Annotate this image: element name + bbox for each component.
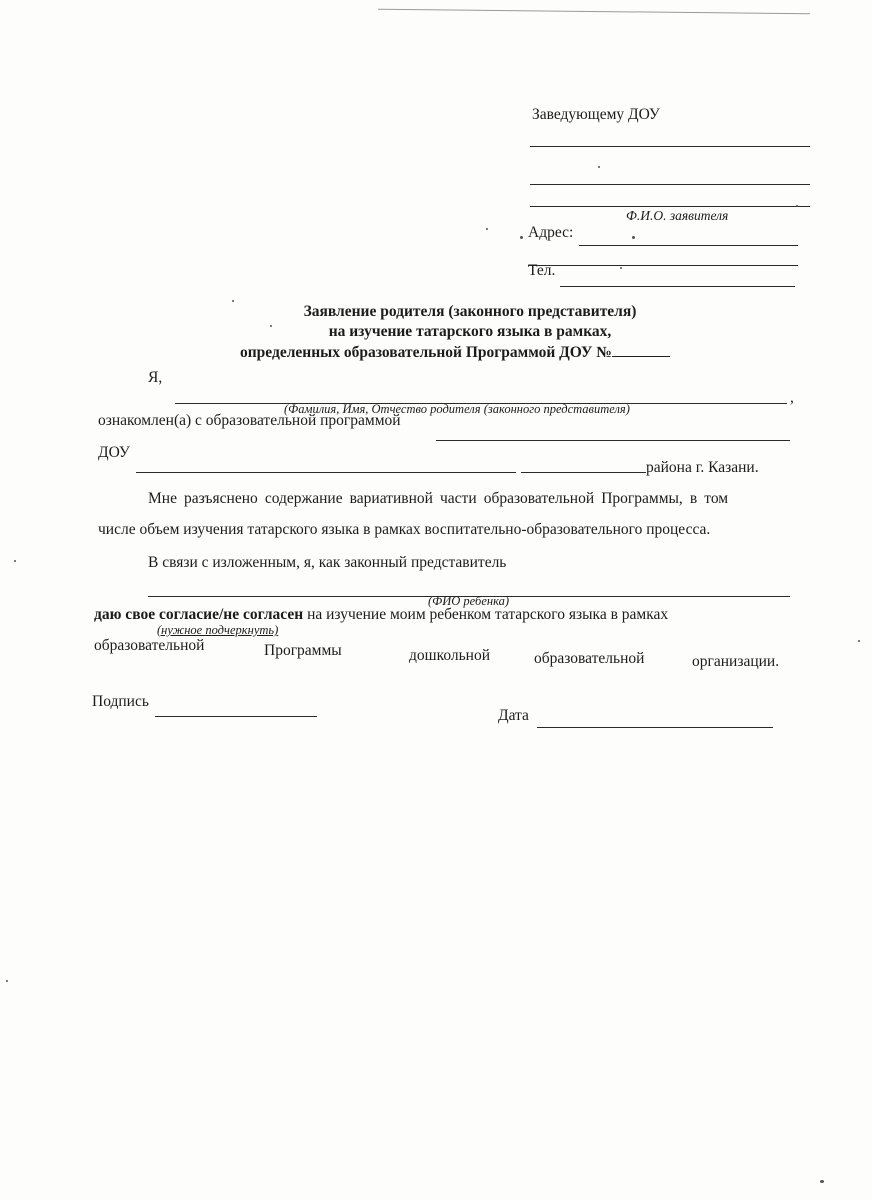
i-comma: , [790,389,794,406]
address-line-2 [528,265,798,266]
dou-number-blank [612,342,670,357]
district-name-line [521,472,646,473]
scan-speck [520,236,523,239]
underline-caption: (нужное подчеркнуть) [157,623,279,637]
last-line-word-3: дошкольной [409,647,491,664]
explained-line-1: Мне разъяснено содержание вариативной части образовательной Программы, в том [148,490,729,507]
document-title [220,302,720,363]
date-label: Дата [498,707,529,724]
child-caption: (ФИО ребенка) [428,594,510,608]
scan-speck [270,325,272,327]
parent-caption: (Фамилия, Имя, Отчество родителя (законного представителя) [284,402,630,416]
scan-speck [632,236,635,239]
dou-label: ДОУ [98,444,130,461]
consent-bold-text: даю свое согласие/не согласен [94,606,304,623]
signature-line [155,716,317,717]
consent-rest-text: на изучение моим ребенком татарского языка в рамках [303,606,669,623]
title-line-3 [220,342,720,363]
addressee-line-1 [530,146,810,147]
scan-edge-line [378,9,810,15]
addressee-line-3 [530,206,810,207]
signature-label: Подпись [92,693,149,710]
scan-speck [796,205,798,207]
addressee-to: Заведующему ДОУ [532,106,660,123]
i-label: Я, [148,369,163,386]
addressee-line-2 [530,184,810,185]
scan-speck [820,1180,824,1183]
explained-line-2: числе объем изучения татарского языка в рамках воспитательно-образовательного процесса. [98,521,711,538]
last-line-word-1: образовательной [94,637,205,654]
title-line-3-text: определенных образовательной Программой ДОУ № [240,344,612,361]
scan-speck [486,228,488,230]
in-connection-text: В связи с изложенным, я, как законный представитель [148,554,507,571]
dou-name-line [136,472,516,473]
title-line-2: на изучение татарского языка в рамках, [328,323,612,340]
district-label: района г. Казани. [646,459,759,476]
scan-speck [598,166,600,168]
scan-speck [232,300,234,302]
date-line [537,727,773,728]
familiar-label: ознакомлен(а) с образовательной программой [98,412,401,429]
scan-speck [6,980,8,982]
fio-caption: Ф.И.О. заявителя [626,208,729,223]
last-line-word-5: организации. [692,653,780,670]
program-line [436,440,790,441]
phone-label: Тел. [528,262,556,279]
address-label: Адрес: [528,224,574,241]
scan-speck [620,267,622,269]
last-line-word-2: Программы [264,642,342,659]
address-line-1 [579,245,798,246]
last-line-word-4: образовательной [534,650,645,667]
consent-line [94,606,668,624]
scan-speck [858,640,860,642]
scan-speck [14,560,16,562]
title-line-1: Заявление родителя (законного представителя) [303,303,637,320]
phone-line [560,286,795,287]
